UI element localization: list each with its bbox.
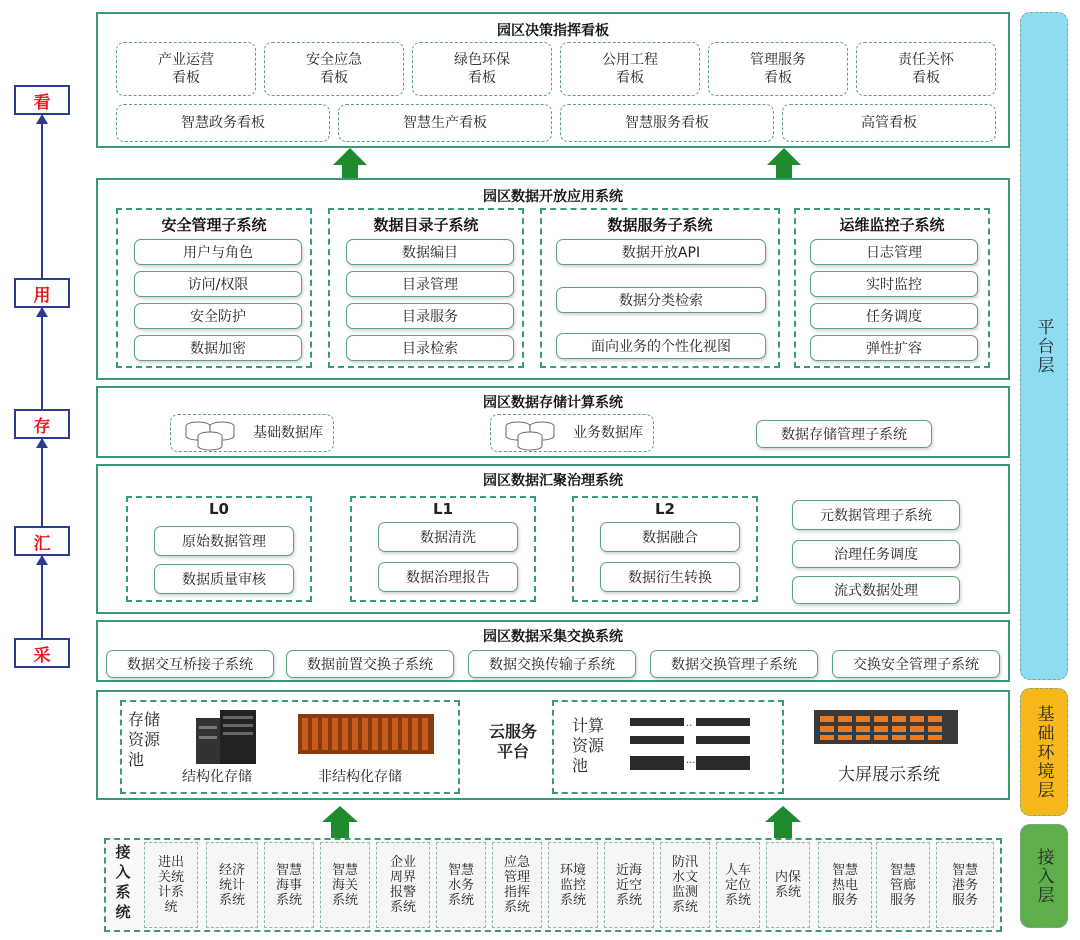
level-l2 — [572, 496, 758, 602]
dashboard-card[interactable]: 产业运营 看板 — [116, 42, 256, 96]
database-label: 业务数据库 — [573, 425, 643, 441]
access-label: 接 入 系 统 — [115, 843, 131, 921]
collect-item[interactable]: 数据交互桥接子系统 — [106, 650, 274, 678]
collect-panel — [96, 620, 1010, 682]
governance-side-item[interactable]: 治理任务调度 — [792, 540, 960, 568]
subsystem-item[interactable]: 用户与角色 — [134, 239, 302, 265]
collect-item[interactable]: 数据交换传输子系统 — [468, 650, 636, 678]
layer-access — [1020, 824, 1068, 928]
subsystem-item[interactable]: 访问/权限 — [134, 271, 302, 297]
subsystem-title: 安全管理子系统 — [161, 216, 267, 234]
subsystem-item[interactable]: 日志管理 — [810, 239, 978, 265]
collect-item[interactable]: 数据交换管理子系统 — [650, 650, 818, 678]
open-app-panel — [96, 178, 1010, 380]
subsystem-title: 数据服务子系统 — [607, 216, 713, 234]
dashboard-card[interactable]: 智慧生产看板 — [338, 104, 552, 142]
subsystem-item[interactable]: 目录服务 — [346, 303, 514, 329]
level-item[interactable]: 数据融合 — [600, 522, 740, 552]
subsystem-item[interactable]: 目录管理 — [346, 271, 514, 297]
layer-platform — [1020, 12, 1068, 680]
flow-label-collect: 采 — [14, 638, 70, 668]
storage-panel — [96, 386, 1010, 458]
access-system[interactable]: 企业 周界 报警 系统 — [376, 842, 430, 928]
compute-servers-icon — [628, 716, 758, 776]
level-l0 — [126, 496, 312, 602]
dashboard-card[interactable]: 管理服务 看板 — [708, 42, 848, 96]
decision-title: 园区决策指挥看板 — [497, 23, 609, 39]
dashboard-card[interactable]: 绿色环保 看板 — [412, 42, 552, 96]
subsystem-item[interactable]: 面向业务的个性化视图 — [556, 333, 766, 359]
access-system[interactable]: 智慧 海关 系统 — [320, 842, 370, 928]
level-item[interactable]: 数据治理报告 — [378, 562, 518, 592]
subsystem-item[interactable]: 数据分类检索 — [556, 287, 766, 313]
large-screen-icon — [814, 708, 958, 746]
compute-pool-label: 计算 资源 池 — [572, 716, 605, 775]
layer-infra-label: 基础环境层 — [1033, 704, 1054, 800]
governance-side-item[interactable]: 流式数据处理 — [792, 576, 960, 604]
access-system[interactable]: 智慧 管廊 服务 — [876, 842, 930, 928]
subsystem-item[interactable]: 数据编目 — [346, 239, 514, 265]
flow-label-use: 用 — [14, 278, 70, 308]
level-item[interactable]: 数据衍生转换 — [600, 562, 740, 592]
flow-label-view: 看 — [14, 85, 70, 115]
subsystem-title: 运维监控子系统 — [839, 216, 945, 234]
subsystem-item[interactable]: 任务调度 — [810, 303, 978, 329]
svg-text:···: ··· — [686, 758, 696, 769]
up-arrow — [765, 806, 801, 840]
collect-item[interactable]: 交换安全管理子系统 — [832, 650, 1000, 678]
rack-array-icon — [298, 708, 434, 756]
level-name: L2 — [655, 500, 675, 518]
subsystem-item[interactable]: 数据加密 — [134, 335, 302, 361]
flow-label-store: 存 — [14, 409, 70, 439]
access-system[interactable]: 进出 关统 计系 统 — [144, 842, 198, 928]
access-system[interactable]: 经济 统计 系统 — [206, 842, 258, 928]
cloud-platform-label: 云服务 平台 — [488, 722, 537, 761]
level-item[interactable]: 原始数据管理 — [154, 526, 294, 556]
database-label: 基础数据库 — [253, 425, 323, 441]
layer-infra — [1020, 688, 1068, 816]
dashboard-card[interactable]: 智慧服务看板 — [560, 104, 774, 142]
access-system[interactable]: 人车 定位 系统 — [716, 842, 760, 928]
open-app-title: 园区数据开放应用系统 — [483, 189, 623, 205]
storage-manager[interactable]: 数据存储管理子系统 — [756, 420, 932, 448]
dashboard-card[interactable]: 公用工程 看板 — [560, 42, 700, 96]
governance-title: 园区数据汇聚治理系统 — [483, 473, 623, 489]
subsystem-data-service — [540, 208, 780, 368]
collect-title: 园区数据采集交换系统 — [483, 629, 623, 645]
flow-label-gather: 汇 — [14, 526, 70, 556]
governance-side-item[interactable]: 元数据管理子系统 — [792, 500, 960, 530]
subsystem-item[interactable]: 目录检索 — [346, 335, 514, 361]
access-system[interactable]: 内保 系统 — [766, 842, 810, 928]
subsystem-item[interactable]: 安全防护 — [134, 303, 302, 329]
up-arrow — [333, 148, 367, 178]
database-icon — [178, 418, 246, 452]
access-system[interactable]: 智慧 热电 服务 — [818, 842, 872, 928]
subsystem-item[interactable]: 弹性扩容 — [810, 335, 978, 361]
level-l1 — [350, 496, 536, 602]
layer-access-label: 接入层 — [1033, 847, 1054, 905]
svg-text:..: .. — [686, 718, 693, 729]
database-icon — [498, 418, 566, 452]
large-screen-label: 大屏展示系统 — [838, 765, 940, 785]
storage-pool-label: 存储 资源 池 — [128, 710, 161, 769]
up-arrow — [322, 806, 358, 840]
collect-item[interactable]: 数据前置交换子系统 — [286, 650, 454, 678]
subsystem-item[interactable]: 数据开放API — [556, 239, 766, 265]
subsystem-item[interactable]: 实时监控 — [810, 271, 978, 297]
level-item[interactable]: 数据质量审核 — [154, 564, 294, 594]
unstructured-storage-label: 非结构化存储 — [318, 769, 402, 785]
access-system[interactable]: 智慧 水务 系统 — [436, 842, 486, 928]
access-system[interactable]: 应急 管理 指挥 系统 — [492, 842, 542, 928]
governance-panel — [96, 464, 1010, 614]
access-system[interactable]: 近海 近空 系统 — [604, 842, 654, 928]
storage-title: 园区数据存储计算系统 — [483, 395, 623, 411]
subsystem-catalog — [328, 208, 524, 368]
level-item[interactable]: 数据清洗 — [378, 522, 518, 552]
level-name: L0 — [209, 500, 229, 518]
access-system[interactable]: 防汛 水文 监测 系统 — [660, 842, 710, 928]
structured-storage-label: 结构化存储 — [182, 769, 252, 785]
subsystem-security — [116, 208, 312, 368]
dashboard-card[interactable]: 高管看板 — [782, 104, 996, 142]
dashboard-card[interactable]: 安全应急 看板 — [264, 42, 404, 96]
subsystem-title: 数据目录子系统 — [373, 216, 479, 234]
dashboard-card[interactable]: 智慧政务看板 — [116, 104, 330, 142]
infra-panel — [96, 690, 1010, 800]
up-arrow — [767, 148, 801, 178]
dashboard-card[interactable]: 责任关怀 看板 — [856, 42, 996, 96]
access-system[interactable]: 智慧 海事 系统 — [264, 842, 314, 928]
access-system[interactable]: 环境 监控 系统 — [548, 842, 598, 928]
access-system[interactable]: 智慧 港务 服务 — [936, 842, 994, 928]
server-tower-icon — [188, 706, 268, 768]
subsystem-ops-monitor — [794, 208, 990, 368]
level-name: L1 — [433, 500, 453, 518]
layer-platform-label: 平台层 — [1033, 317, 1054, 375]
